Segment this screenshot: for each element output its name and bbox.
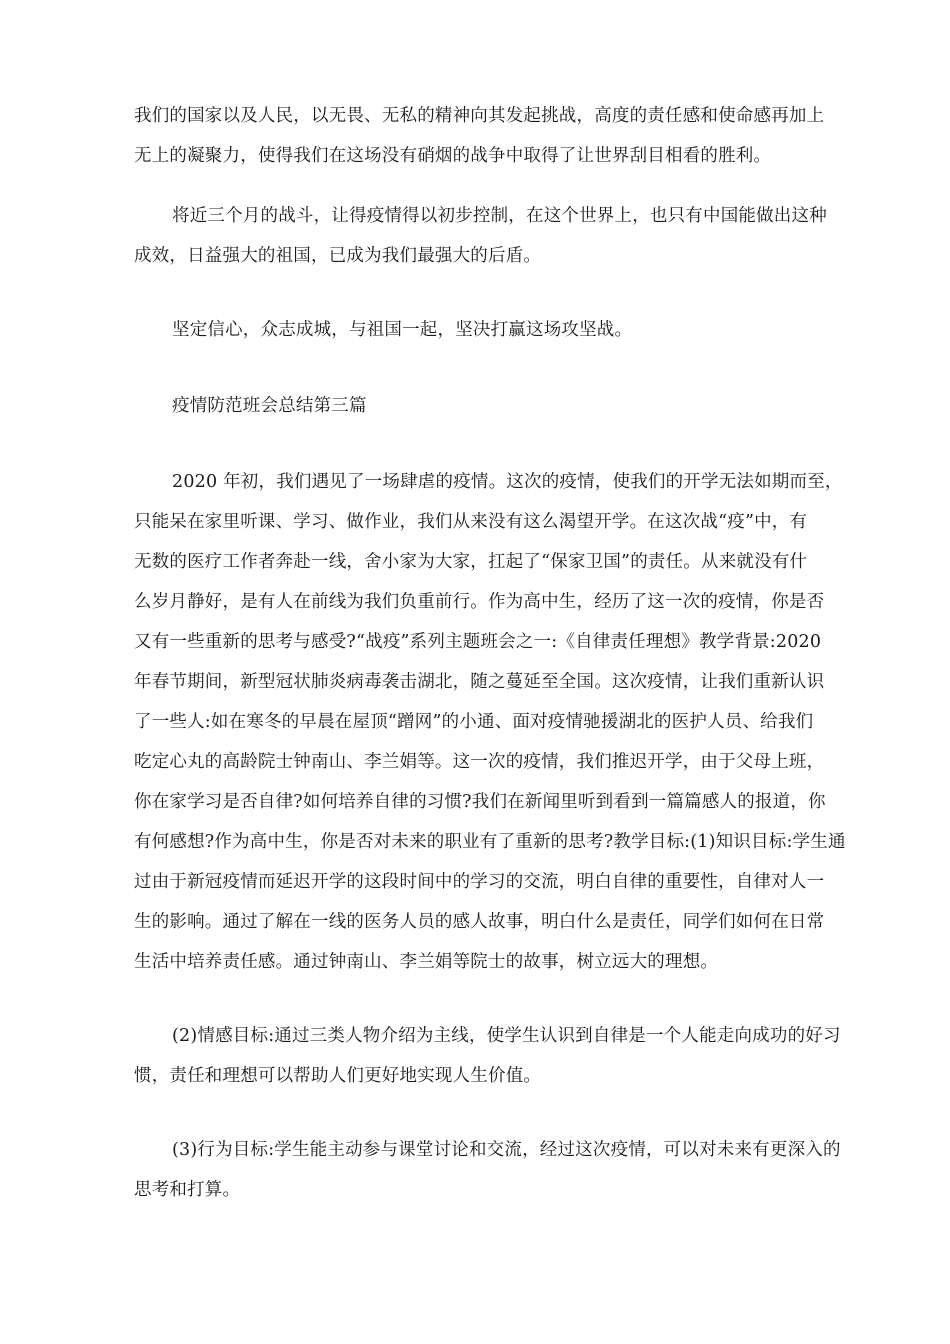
paragraph-control [134,196,896,276]
text-line: (3)行为目标:学生能主动参与课堂讨论和交流，经过这次疫情，可以对未来有更深入的 [172,1140,841,1160]
text-line: 了一些人:如在寒冬的早晨在屋顶“蹭网”的小通、面对疫情驰援湖北的医护人员、给我们 [134,712,814,732]
text-line: 生活中培养责任感。通过钟南山、李兰娟等院士的故事，树立远大的理想。 [134,952,719,972]
text-line: 成效，日益强大的祖国，已成为我们最强大的后盾。 [134,246,542,266]
section-title: 疫情防范班会总结第三篇 [172,396,367,416]
text-line: 有何感想?作为高中生，你是否对未来的职业有了重新的思考?教学目标:(1)知识目标:学生通 [134,832,846,852]
text-line: 思考和打算。 [134,1180,241,1200]
text-line: 无数的医疗工作者奔赴一线，舍小家为大家，扛起了“保家卫国”的责任。从来就没有什 [134,552,808,572]
text-line: 么岁月静好，是有人在前线为我们负重前行。作为高中生，经历了这一次的疫情，你是否 [134,592,825,612]
text-line: 年春节期间，新型冠状肺炎病毒袭击湖北，随之蔓延至全国。这次疫情，让我们重新认识 [134,672,825,692]
section-heading [134,386,896,426]
text-line: 你在家学习是否自律?如何培养自律的习惯?我们在新闻里听到看到一篇篇感人的报道，你 [134,792,826,812]
text-line: 将近三个月的战斗，让得疫情得以初步控制，在这个世界上，也只有中国能做出这种 [172,206,827,226]
text-line: 又有一些重新的思考与感受?“战疫”系列主题班会之一:《自律责任理想》教学背景:2020 [134,632,822,652]
text-line: 吃定心丸的高龄院士钟南山、李兰娟等。这一次的疫情，我们推迟开学，由于父母上班， [134,752,825,772]
paragraph-emotion-goal [134,1016,896,1096]
text-line: 我们的国家以及人民，以无畏、无私的精神向其发起挑战，高度的责任感和使命感再加上 [134,106,825,126]
text-line: 惯，责任和理想可以帮助人们更好地实现人生价值。 [134,1066,542,1086]
text-line: 坚定信心，众志成城，与祖国一起，坚决打赢这场攻坚战。 [172,320,633,340]
paragraph-main [134,462,896,982]
text-line: 无上的凝聚力，使得我们在这场没有硝烟的战争中取得了让世界刮目相看的胜利。 [134,146,772,166]
text-line: (2)情感目标:通过三类人物介绍为主线，使学生认识到自律是一个人能走向成功的好习 [172,1026,841,1046]
paragraph-confidence [134,310,896,350]
text-line: 2020 年初，我们遇见了一场肆虐的疫情。这次的疫情，使我们的开学无法如期而至， [172,472,843,492]
paragraph-behavior-goal [134,1130,896,1210]
text-line: 只能呆在家里听课、学习、做作业，我们从来没有这么渴望开学。在这次战“疫”中，有 [134,512,808,532]
text-line: 过由于新冠疫情而延迟开学的这段时间中的学习的交流，明白自律的重要性，自律对人一 [134,872,825,892]
text-line: 生的影响。通过了解在一线的医务人员的感人故事，明白什么是责任，同学们如何在日常 [134,912,825,932]
paragraph-victory [134,96,896,176]
